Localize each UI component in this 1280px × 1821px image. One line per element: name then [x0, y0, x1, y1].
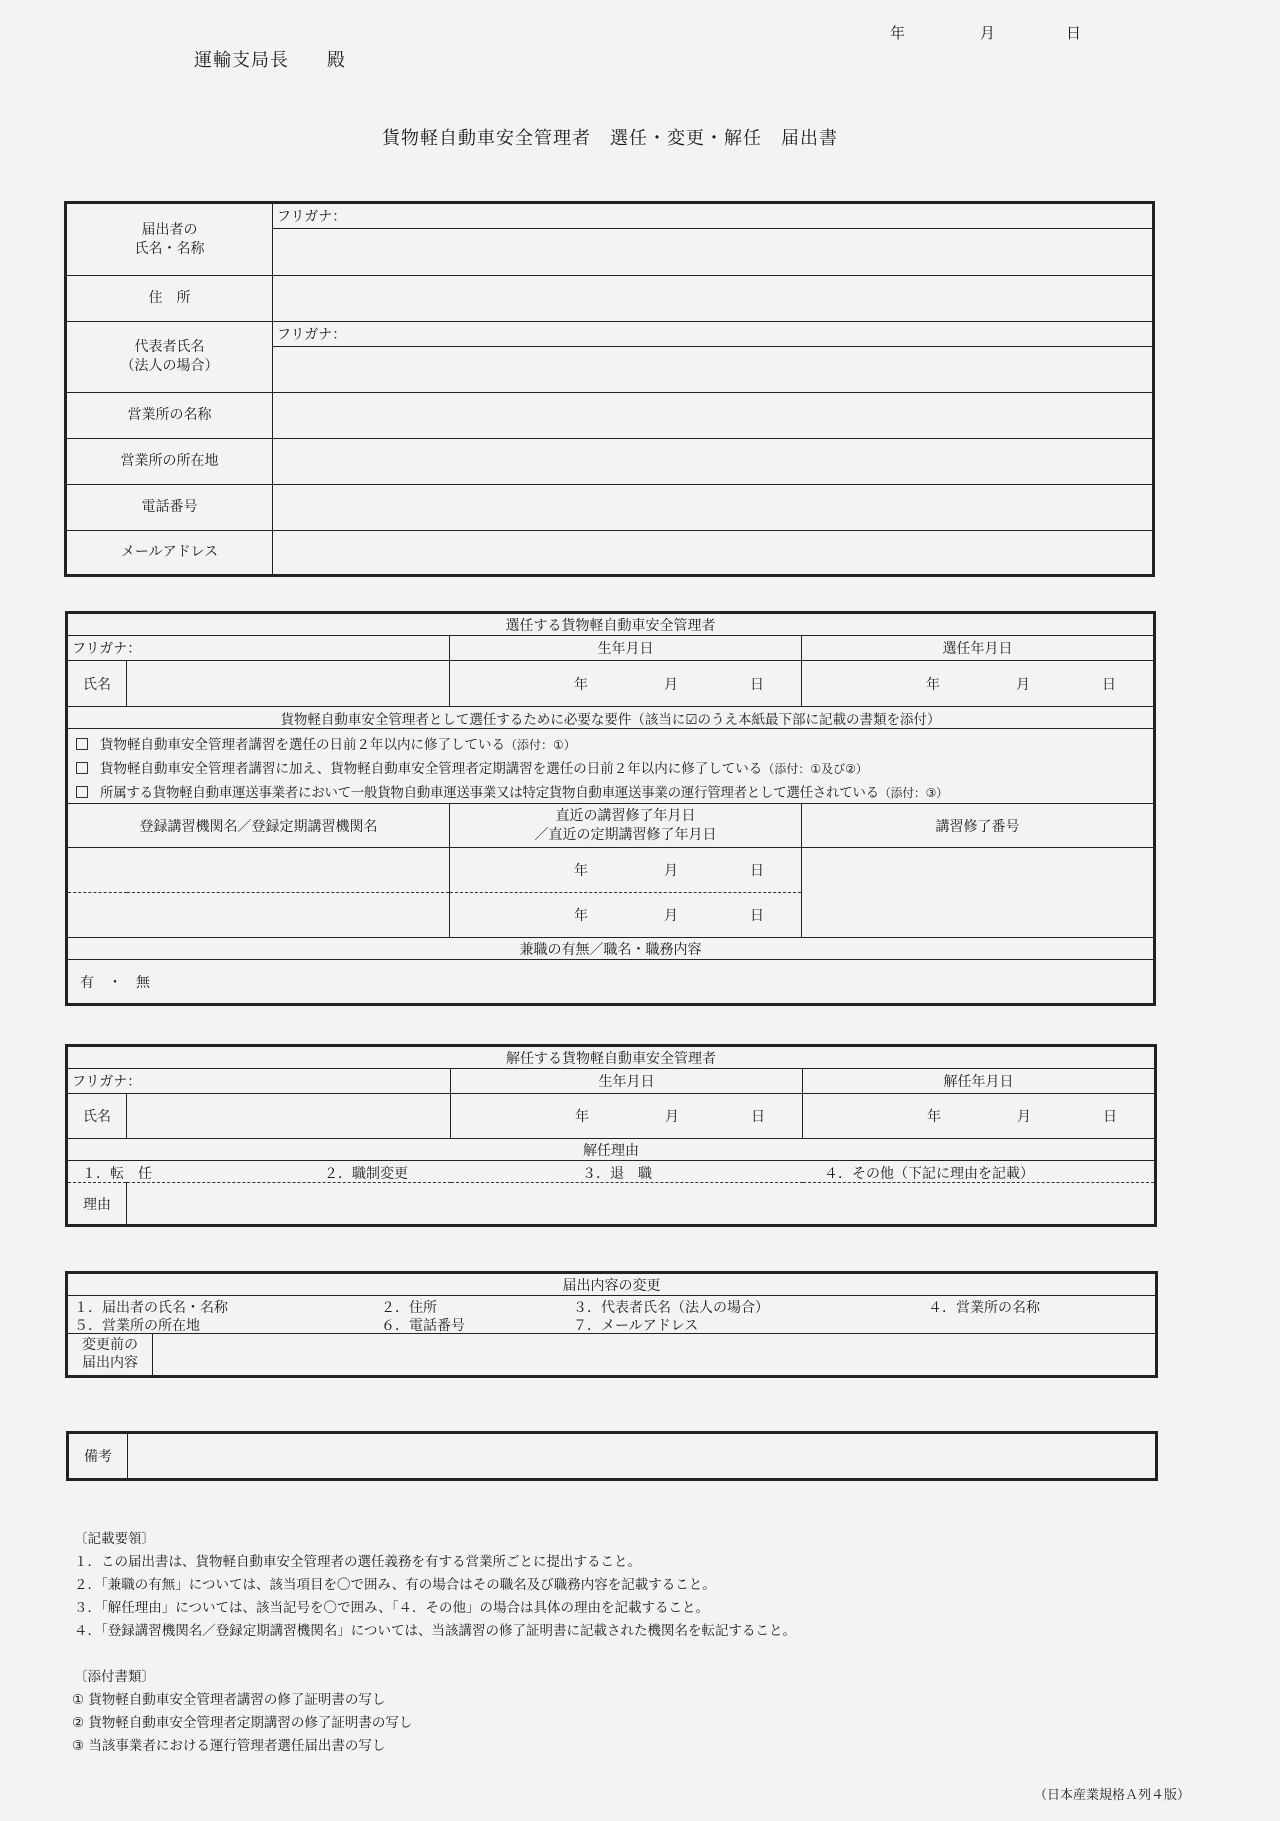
office-address-label: 営業所の所在地 — [67, 439, 273, 485]
appoint-section-title: 選任する貨物軽自動車安全管理者 — [68, 614, 1154, 636]
office-name-field[interactable] — [273, 393, 1153, 439]
representative-label: 代表者氏名 （法人の場合） — [67, 322, 273, 393]
ymd-day: 日 — [750, 863, 764, 879]
applicant-furigana-field[interactable]: フリガナ： — [273, 204, 1153, 229]
course-date-field-1[interactable] — [450, 848, 802, 893]
requirements-list — [68, 729, 1154, 804]
reason-option-4[interactable]: ４．その他（下記に理由を記載） — [824, 1166, 1034, 1182]
instruction-2: ２．「兼職の有無」については、該当項目を〇で囲み、有の場合はその職名及び職務内容を記載すること。 — [74, 1577, 716, 1593]
ymd-day: 日 — [1103, 1109, 1117, 1125]
ymd-month: 月 — [1017, 1109, 1031, 1125]
header-date — [0, 22, 1280, 42]
appoint-name-field[interactable] — [127, 661, 450, 707]
course-date-field-2[interactable] — [450, 893, 802, 938]
change-item-3[interactable]: ３．代表者氏名（法人の場合） — [573, 1300, 769, 1316]
page-title: 貨物軽自動車安全管理者 選任・変更・解任 届出書 — [382, 128, 838, 149]
paper-standard-note: （日本産業規格Ａ列４版） — [1033, 1788, 1190, 1803]
dismiss-reason-field[interactable] — [127, 1183, 1155, 1225]
change-table — [67, 1273, 1156, 1376]
date-month: 月 — [980, 24, 996, 42]
ymd-year: 年 — [575, 1109, 589, 1125]
dismiss-reason-label: 理由 — [68, 1183, 127, 1225]
instructions-title: 〔記載要領〕 — [74, 1531, 155, 1547]
dismiss-reason-options — [68, 1161, 1155, 1183]
remarks-field[interactable] — [128, 1434, 1156, 1479]
appoint-birth-label: 生年月日 — [450, 636, 802, 661]
change-item-2[interactable]: ２．住所 — [381, 1300, 437, 1316]
dismiss-date-label: 解任年月日 — [803, 1069, 1155, 1094]
ymd-day: 日 — [751, 1109, 765, 1125]
reason-option-3[interactable]: ３．退 職 — [582, 1166, 652, 1182]
ymd-month: 月 — [664, 676, 678, 693]
address-label: 住 所 — [67, 276, 273, 322]
checkbox-icon[interactable] — [76, 762, 88, 774]
dismiss-name-label: 氏名 — [68, 1094, 127, 1139]
checkbox-icon[interactable] — [76, 786, 88, 798]
instruction-4: ４．「登録講習機関名／登録定期講習機関名」については、当該講習の修了証明書に記載された機関名を転記すること。 — [74, 1623, 796, 1639]
dismiss-birth-field[interactable] — [451, 1094, 803, 1139]
ymd-year: 年 — [926, 676, 940, 693]
ymd-day: 日 — [750, 676, 764, 693]
attachments — [74, 1666, 412, 1758]
course-org-field-1[interactable] — [68, 848, 450, 893]
dismiss-name-field[interactable] — [127, 1094, 451, 1139]
instruction-1: １．この届出書は、貨物軽自動車安全管理者の選任義務を有する営業所ごとに提出すること。 — [74, 1554, 641, 1570]
representative-furigana-field[interactable]: フリガナ： — [273, 322, 1153, 347]
phone-label: 電話番号 — [67, 485, 273, 531]
change-item-7[interactable]: ７．メールアドレス — [573, 1318, 699, 1334]
instructions — [74, 1528, 796, 1643]
cert-number-label: 講習修了番号 — [802, 804, 1154, 848]
ymd-day: 日 — [1102, 676, 1116, 693]
appoint-date-label: 選任年月日 — [802, 636, 1154, 661]
reason-option-1[interactable]: １．転 任 — [82, 1166, 152, 1182]
ymd-month: 月 — [1016, 676, 1030, 693]
attachment-1: ① 貨物軽自動車安全管理者講習の修了証明書の写し — [72, 1692, 386, 1708]
attachment-3: ③ 当該事業者における運行管理者選任届出書の写し — [72, 1738, 386, 1754]
applicant-name-field[interactable] — [273, 229, 1153, 276]
ymd-year: 年 — [574, 863, 588, 879]
concurrent-label: 兼職の有無／職名・職務内容 — [68, 938, 1154, 960]
date-year: 年 — [890, 24, 906, 42]
appoint-birth-field[interactable] — [450, 661, 802, 707]
applicant-name-label: 届出者の 氏名・名称 — [67, 204, 273, 276]
appoint-furigana-field[interactable]: フリガナ： — [68, 636, 450, 661]
addressee: 運輸支局長 殿 — [194, 50, 346, 71]
course-date-label: 直近の講習修了年月日 ／直近の定期講習修了年月日 — [450, 804, 802, 848]
reason-option-2[interactable]: ２．職制変更 — [324, 1166, 408, 1182]
appoint-table — [67, 613, 1154, 1004]
ymd-month: 月 — [665, 1109, 679, 1125]
concurrent-field[interactable]: 有 ・ 無 — [68, 960, 1154, 1004]
dismiss-table — [67, 1046, 1155, 1225]
phone-field[interactable] — [273, 485, 1153, 531]
email-label: メールアドレス — [67, 531, 273, 575]
ymd-day: 日 — [750, 908, 764, 924]
remarks-table — [68, 1433, 1156, 1479]
course-org-label: 登録講習機関名／登録定期講習機関名 — [68, 804, 450, 848]
ymd-year: 年 — [927, 1109, 941, 1125]
dismiss-birth-label: 生年月日 — [451, 1069, 803, 1094]
course-org-field-2[interactable] — [68, 893, 450, 938]
change-item-1[interactable]: １．届出者の氏名・名称 — [74, 1300, 228, 1316]
address-field[interactable] — [273, 276, 1153, 322]
representative-name-field[interactable] — [273, 347, 1153, 393]
dismiss-section-title: 解任する貨物軽自動車安全管理者 — [68, 1047, 1155, 1069]
dismiss-date-field[interactable] — [803, 1094, 1155, 1139]
ymd-year: 年 — [574, 908, 588, 924]
office-name-label: 営業所の名称 — [67, 393, 273, 439]
cert-number-field[interactable] — [802, 848, 1154, 938]
date-day: 日 — [1066, 24, 1082, 42]
change-items — [68, 1296, 1156, 1334]
applicant-table — [66, 203, 1153, 575]
remarks-label: 備考 — [69, 1434, 128, 1479]
requirement-3[interactable]: 所属する貨物軽自動車運送事業者において一般貨物自動車運送事業又は特定貨物自動車運送事業の運行管理者として選任されている（添付：③） — [68, 779, 1153, 803]
attachment-2: ② 貨物軽自動車安全管理者定期講習の修了証明書の写し — [72, 1715, 413, 1731]
dismiss-reason-title: 解任理由 — [68, 1139, 1155, 1161]
change-section-title: 届出内容の変更 — [68, 1274, 1156, 1296]
instruction-3: ３．「解任理由」については、該当記号を〇で囲み、「４．その他」の場合は具体の理由を記載すること。 — [74, 1600, 710, 1616]
requirements-title: 貨物軽自動車安全管理者として選任するために必要な要件（該当に☑のうえ本紙最下部に記載の書類を添付） — [68, 707, 1154, 729]
dismiss-furigana-field[interactable]: フリガナ： — [68, 1069, 451, 1094]
change-item-6[interactable]: ６．電話番号 — [381, 1318, 465, 1334]
ymd-month: 月 — [664, 908, 678, 924]
appoint-date-field[interactable] — [802, 661, 1154, 707]
requirement-1[interactable]: 貨物軽自動車安全管理者講習を選任の日前２年以内に修了している（添付：①） — [68, 731, 1153, 755]
requirement-2[interactable]: 貨物軽自動車安全管理者講習に加え、貨物軽自動車安全管理者定期講習を選任の日前２年以内に修了している（添付：①及び②） — [68, 755, 1153, 779]
ymd-year: 年 — [574, 676, 588, 693]
attachments-title: 〔添付書類〕 — [74, 1669, 155, 1685]
change-before-field[interactable] — [153, 1334, 1156, 1376]
checkbox-icon[interactable] — [76, 738, 88, 750]
email-field[interactable] — [273, 531, 1153, 575]
office-address-field[interactable] — [273, 439, 1153, 485]
ymd-month: 月 — [664, 863, 678, 879]
appoint-name-label: 氏名 — [68, 661, 127, 707]
change-item-4[interactable]: ４．営業所の名称 — [928, 1300, 1040, 1316]
change-before-label: 変更前の 届出内容 — [68, 1334, 153, 1376]
change-item-5[interactable]: ５．営業所の所在地 — [74, 1318, 200, 1334]
